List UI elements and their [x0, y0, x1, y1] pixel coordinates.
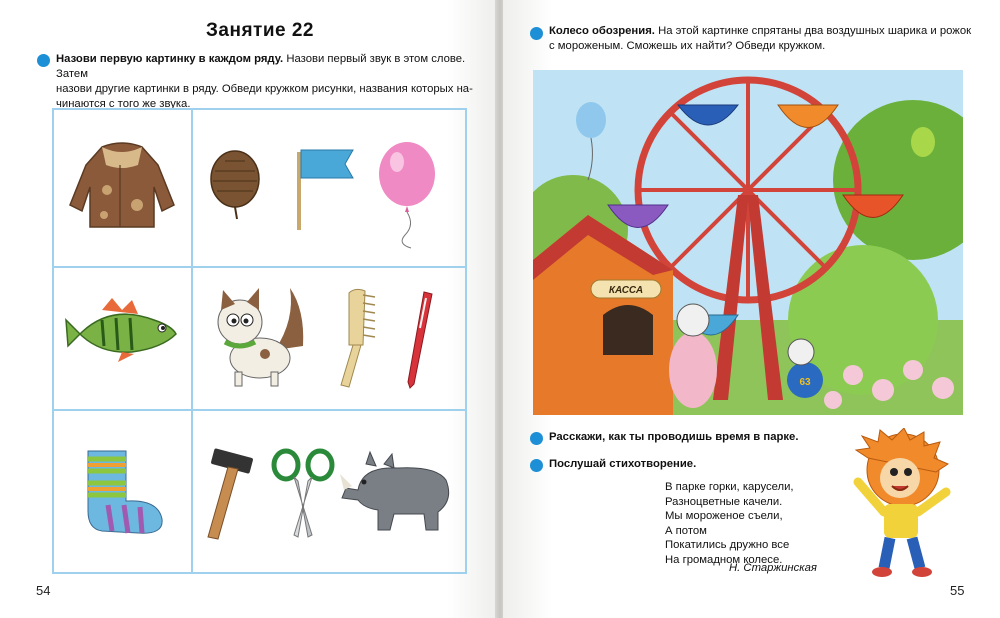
fur-coat-picture[interactable]	[62, 135, 182, 235]
lesson-title: Занятие 22	[206, 20, 314, 41]
right-page	[503, 0, 1000, 618]
task-bullet	[37, 54, 50, 67]
comb-picture[interactable]	[335, 285, 385, 390]
flag-picture[interactable]	[283, 142, 358, 232]
kassa-sign-text: КАССА	[608, 285, 644, 296]
task-bullet	[530, 27, 543, 40]
poem	[665, 480, 794, 567]
pen-picture[interactable]	[398, 288, 443, 393]
poem-line: Разноцветные качели.	[665, 495, 783, 508]
hammer-picture[interactable]	[198, 445, 263, 545]
ferris-task-line1: На этой картинке спрятаны два воздушных шарика и рожок	[654, 25, 972, 37]
grid-divider-vertical	[191, 110, 193, 572]
cat-picture[interactable]	[205, 280, 310, 390]
grid-divider-row2	[54, 409, 465, 411]
ferris-wheel-task	[549, 24, 979, 54]
hedgehog-character-picture	[848, 428, 953, 578]
poem-line: А потом	[665, 524, 707, 537]
pine-cone-picture[interactable]	[205, 145, 265, 220]
ferris-task-line2: с мороженым. Сможешь их найти? Обведи кружком.	[549, 40, 826, 52]
page-number-left: 54	[36, 583, 51, 598]
task-bullet	[530, 459, 543, 472]
poem-task: Послушай стихотворение.	[549, 458, 697, 470]
poem-author: Н. Старжинская	[729, 562, 817, 574]
ferris-task-bold: Колесо обозрения.	[549, 25, 655, 37]
task-bullet	[530, 432, 543, 445]
park-task: Расскажи, как ты проводишь время в парке.	[549, 431, 799, 443]
scissors-picture[interactable]	[268, 447, 338, 542]
perch-fish-picture[interactable]	[62, 296, 182, 366]
poem-line: На громадном колесе.	[665, 553, 783, 566]
page-number-right: 55	[950, 583, 965, 598]
grid-divider-row1	[54, 266, 465, 268]
poem-line: Мы мороженое съели,	[665, 510, 783, 522]
task1-instructions	[56, 52, 476, 112]
poem-line: Покатились дружно все	[665, 539, 790, 551]
left-page	[0, 0, 497, 618]
task1-line1: Назови первый звук в этом слове. Затем	[56, 53, 466, 80]
sock-picture[interactable]	[78, 445, 173, 540]
task1-line2: назови другие картинки в ряду. Обведи кружком рисунки, названия которых на-	[56, 83, 473, 95]
shirt-number-text: 63	[799, 377, 811, 388]
poem-line: В парке горки, карусели,	[665, 481, 794, 493]
task1-line3: чинаются с того же звука.	[56, 98, 191, 110]
ferris-wheel-illustration[interactable]	[533, 70, 963, 415]
balloon-picture[interactable]	[375, 140, 440, 250]
task1-bold: Назови первую картинку в каждом ряду.	[56, 53, 284, 65]
rhinoceros-picture[interactable]	[338, 450, 458, 535]
